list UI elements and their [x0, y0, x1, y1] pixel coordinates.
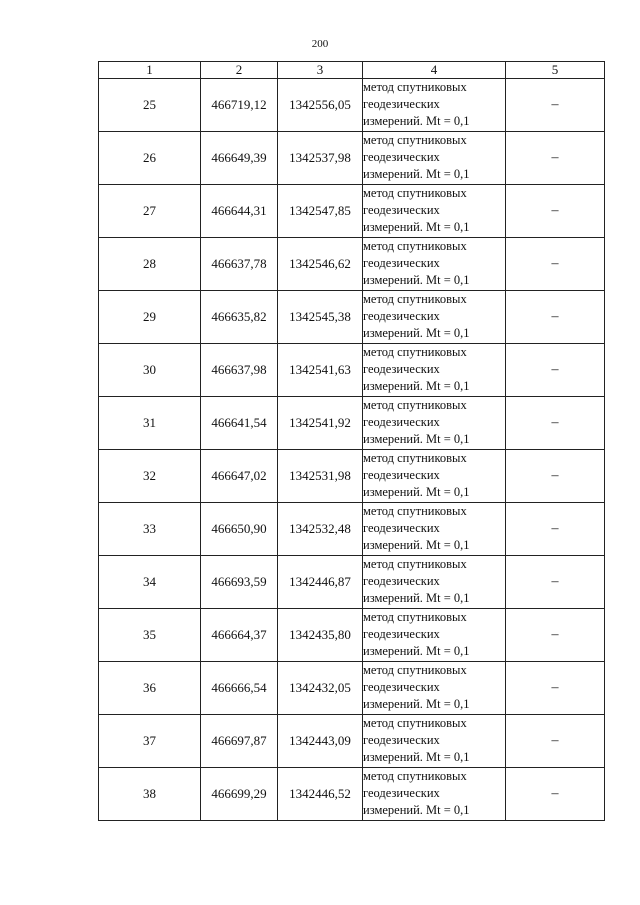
- method-line-2: геодезических: [363, 733, 440, 747]
- method-line-1: метод спутниковых: [363, 398, 467, 412]
- coord-y: 1342446,87: [278, 556, 363, 609]
- column-5-value: –: [506, 609, 605, 662]
- column-5-value: –: [506, 291, 605, 344]
- method-line-2: геодезических: [363, 468, 440, 482]
- table-row: [99, 132, 605, 185]
- method-line-2: геодезических: [363, 362, 440, 376]
- table-row: [99, 344, 605, 397]
- table-row: [99, 238, 605, 291]
- point-number: 34: [99, 556, 201, 609]
- method-line-3: измерений. Mt = 0,1: [363, 538, 470, 552]
- table-row: [99, 397, 605, 450]
- column-5-value: –: [506, 503, 605, 556]
- point-number: 37: [99, 715, 201, 768]
- method-cell: [363, 238, 506, 291]
- coord-y: 1342537,98: [278, 132, 363, 185]
- coord-x: 466637,78: [201, 238, 278, 291]
- point-number: 29: [99, 291, 201, 344]
- coord-y: 1342556,05: [278, 79, 363, 132]
- method-cell: [363, 450, 506, 503]
- point-number: 36: [99, 662, 201, 715]
- coord-x: 466719,12: [201, 79, 278, 132]
- point-number: 28: [99, 238, 201, 291]
- method-cell: [363, 397, 506, 450]
- coord-x: 466649,39: [201, 132, 278, 185]
- col-header-3: 3: [278, 62, 363, 79]
- table-row: [99, 556, 605, 609]
- coord-y: 1342541,63: [278, 344, 363, 397]
- coord-y: 1342531,98: [278, 450, 363, 503]
- page-number: 200: [311, 38, 329, 50]
- column-5-value: –: [506, 79, 605, 132]
- method-line-2: геодезических: [363, 574, 440, 588]
- col-header-5: 5: [506, 62, 605, 79]
- column-5-value: –: [506, 238, 605, 291]
- method-line-1: метод спутниковых: [363, 610, 467, 624]
- point-number: 25: [99, 79, 201, 132]
- method-cell: [363, 132, 506, 185]
- table-body: [99, 79, 605, 821]
- method-line-2: геодезических: [363, 786, 440, 800]
- col-header-2: 2: [201, 62, 278, 79]
- table-row: [99, 185, 605, 238]
- method-line-1: метод спутниковых: [363, 133, 467, 147]
- method-line-1: метод спутниковых: [363, 451, 467, 465]
- method-line-2: геодезических: [363, 256, 440, 270]
- header-row: [99, 62, 605, 79]
- point-number: 30: [99, 344, 201, 397]
- coord-y: 1342545,38: [278, 291, 363, 344]
- coord-y: 1342547,85: [278, 185, 363, 238]
- column-5-value: –: [506, 185, 605, 238]
- method-cell: [363, 344, 506, 397]
- method-line-2: геодезических: [363, 309, 440, 323]
- method-line-3: измерений. Mt = 0,1: [363, 273, 470, 287]
- method-line-2: геодезических: [363, 415, 440, 429]
- method-line-2: геодезических: [363, 150, 440, 164]
- coord-x: 466664,37: [201, 609, 278, 662]
- column-5-value: –: [506, 556, 605, 609]
- table-row: [99, 503, 605, 556]
- coord-x: 466635,82: [201, 291, 278, 344]
- point-number: 27: [99, 185, 201, 238]
- method-line-3: измерений. Mt = 0,1: [363, 220, 470, 234]
- table-row: [99, 768, 605, 821]
- method-line-1: метод спутниковых: [363, 769, 467, 783]
- coord-y: 1342541,92: [278, 397, 363, 450]
- point-number: 38: [99, 768, 201, 821]
- method-line-1: метод спутниковых: [363, 186, 467, 200]
- coord-y: 1342443,09: [278, 715, 363, 768]
- method-line-1: метод спутниковых: [363, 557, 467, 571]
- table-row: [99, 609, 605, 662]
- table-row: [99, 291, 605, 344]
- coord-x: 466666,54: [201, 662, 278, 715]
- coord-x: 466699,29: [201, 768, 278, 821]
- coord-x: 466644,31: [201, 185, 278, 238]
- column-5-value: –: [506, 768, 605, 821]
- method-line-1: метод спутниковых: [363, 504, 467, 518]
- table-row: [99, 715, 605, 768]
- method-cell: [363, 556, 506, 609]
- coord-x: 466693,59: [201, 556, 278, 609]
- method-line-2: геодезических: [363, 203, 440, 217]
- col-header-4: 4: [363, 62, 506, 79]
- method-line-1: метод спутниковых: [363, 239, 467, 253]
- table-row: [99, 450, 605, 503]
- coord-x: 466647,02: [201, 450, 278, 503]
- method-line-3: измерений. Mt = 0,1: [363, 803, 470, 817]
- coord-x: 466637,98: [201, 344, 278, 397]
- method-line-2: геодезических: [363, 97, 440, 111]
- table-row: [99, 662, 605, 715]
- method-line-1: метод спутниковых: [363, 292, 467, 306]
- method-line-3: измерений. Mt = 0,1: [363, 485, 470, 499]
- col-header-1: 1: [99, 62, 201, 79]
- method-line-1: метод спутниковых: [363, 345, 467, 359]
- method-line-3: измерений. Mt = 0,1: [363, 432, 470, 446]
- method-cell: [363, 715, 506, 768]
- coord-y: 1342546,62: [278, 238, 363, 291]
- method-line-3: измерений. Mt = 0,1: [363, 644, 470, 658]
- column-5-value: –: [506, 397, 605, 450]
- coord-x: 466650,90: [201, 503, 278, 556]
- coordinates-table: [98, 61, 605, 821]
- coord-x: 466641,54: [201, 397, 278, 450]
- table-row: [99, 79, 605, 132]
- column-5-value: –: [506, 662, 605, 715]
- column-5-value: –: [506, 715, 605, 768]
- method-cell: [363, 768, 506, 821]
- coord-y: 1342446,52: [278, 768, 363, 821]
- method-line-2: геодезических: [363, 521, 440, 535]
- coord-y: 1342532,48: [278, 503, 363, 556]
- method-line-3: измерений. Mt = 0,1: [363, 697, 470, 711]
- coord-y: 1342432,05: [278, 662, 363, 715]
- coord-x: 466697,87: [201, 715, 278, 768]
- method-line-3: измерений. Mt = 0,1: [363, 750, 470, 764]
- method-cell: [363, 185, 506, 238]
- column-5-value: –: [506, 132, 605, 185]
- point-number: 26: [99, 132, 201, 185]
- method-line-3: измерений. Mt = 0,1: [363, 379, 470, 393]
- method-cell: [363, 291, 506, 344]
- point-number: 32: [99, 450, 201, 503]
- method-cell: [363, 609, 506, 662]
- point-number: 33: [99, 503, 201, 556]
- method-line-3: измерений. Mt = 0,1: [363, 114, 470, 128]
- method-line-3: измерений. Mt = 0,1: [363, 167, 470, 181]
- column-5-value: –: [506, 344, 605, 397]
- method-cell: [363, 503, 506, 556]
- column-5-value: –: [506, 450, 605, 503]
- point-number: 35: [99, 609, 201, 662]
- method-cell: [363, 662, 506, 715]
- method-cell: [363, 79, 506, 132]
- point-number: 31: [99, 397, 201, 450]
- method-line-1: метод спутниковых: [363, 663, 467, 677]
- method-line-3: измерений. Mt = 0,1: [363, 326, 470, 340]
- method-line-3: измерений. Mt = 0,1: [363, 591, 470, 605]
- method-line-1: метод спутниковых: [363, 80, 467, 94]
- coord-y: 1342435,80: [278, 609, 363, 662]
- method-line-2: геодезических: [363, 627, 440, 641]
- method-line-2: геодезических: [363, 680, 440, 694]
- method-line-1: метод спутниковых: [363, 716, 467, 730]
